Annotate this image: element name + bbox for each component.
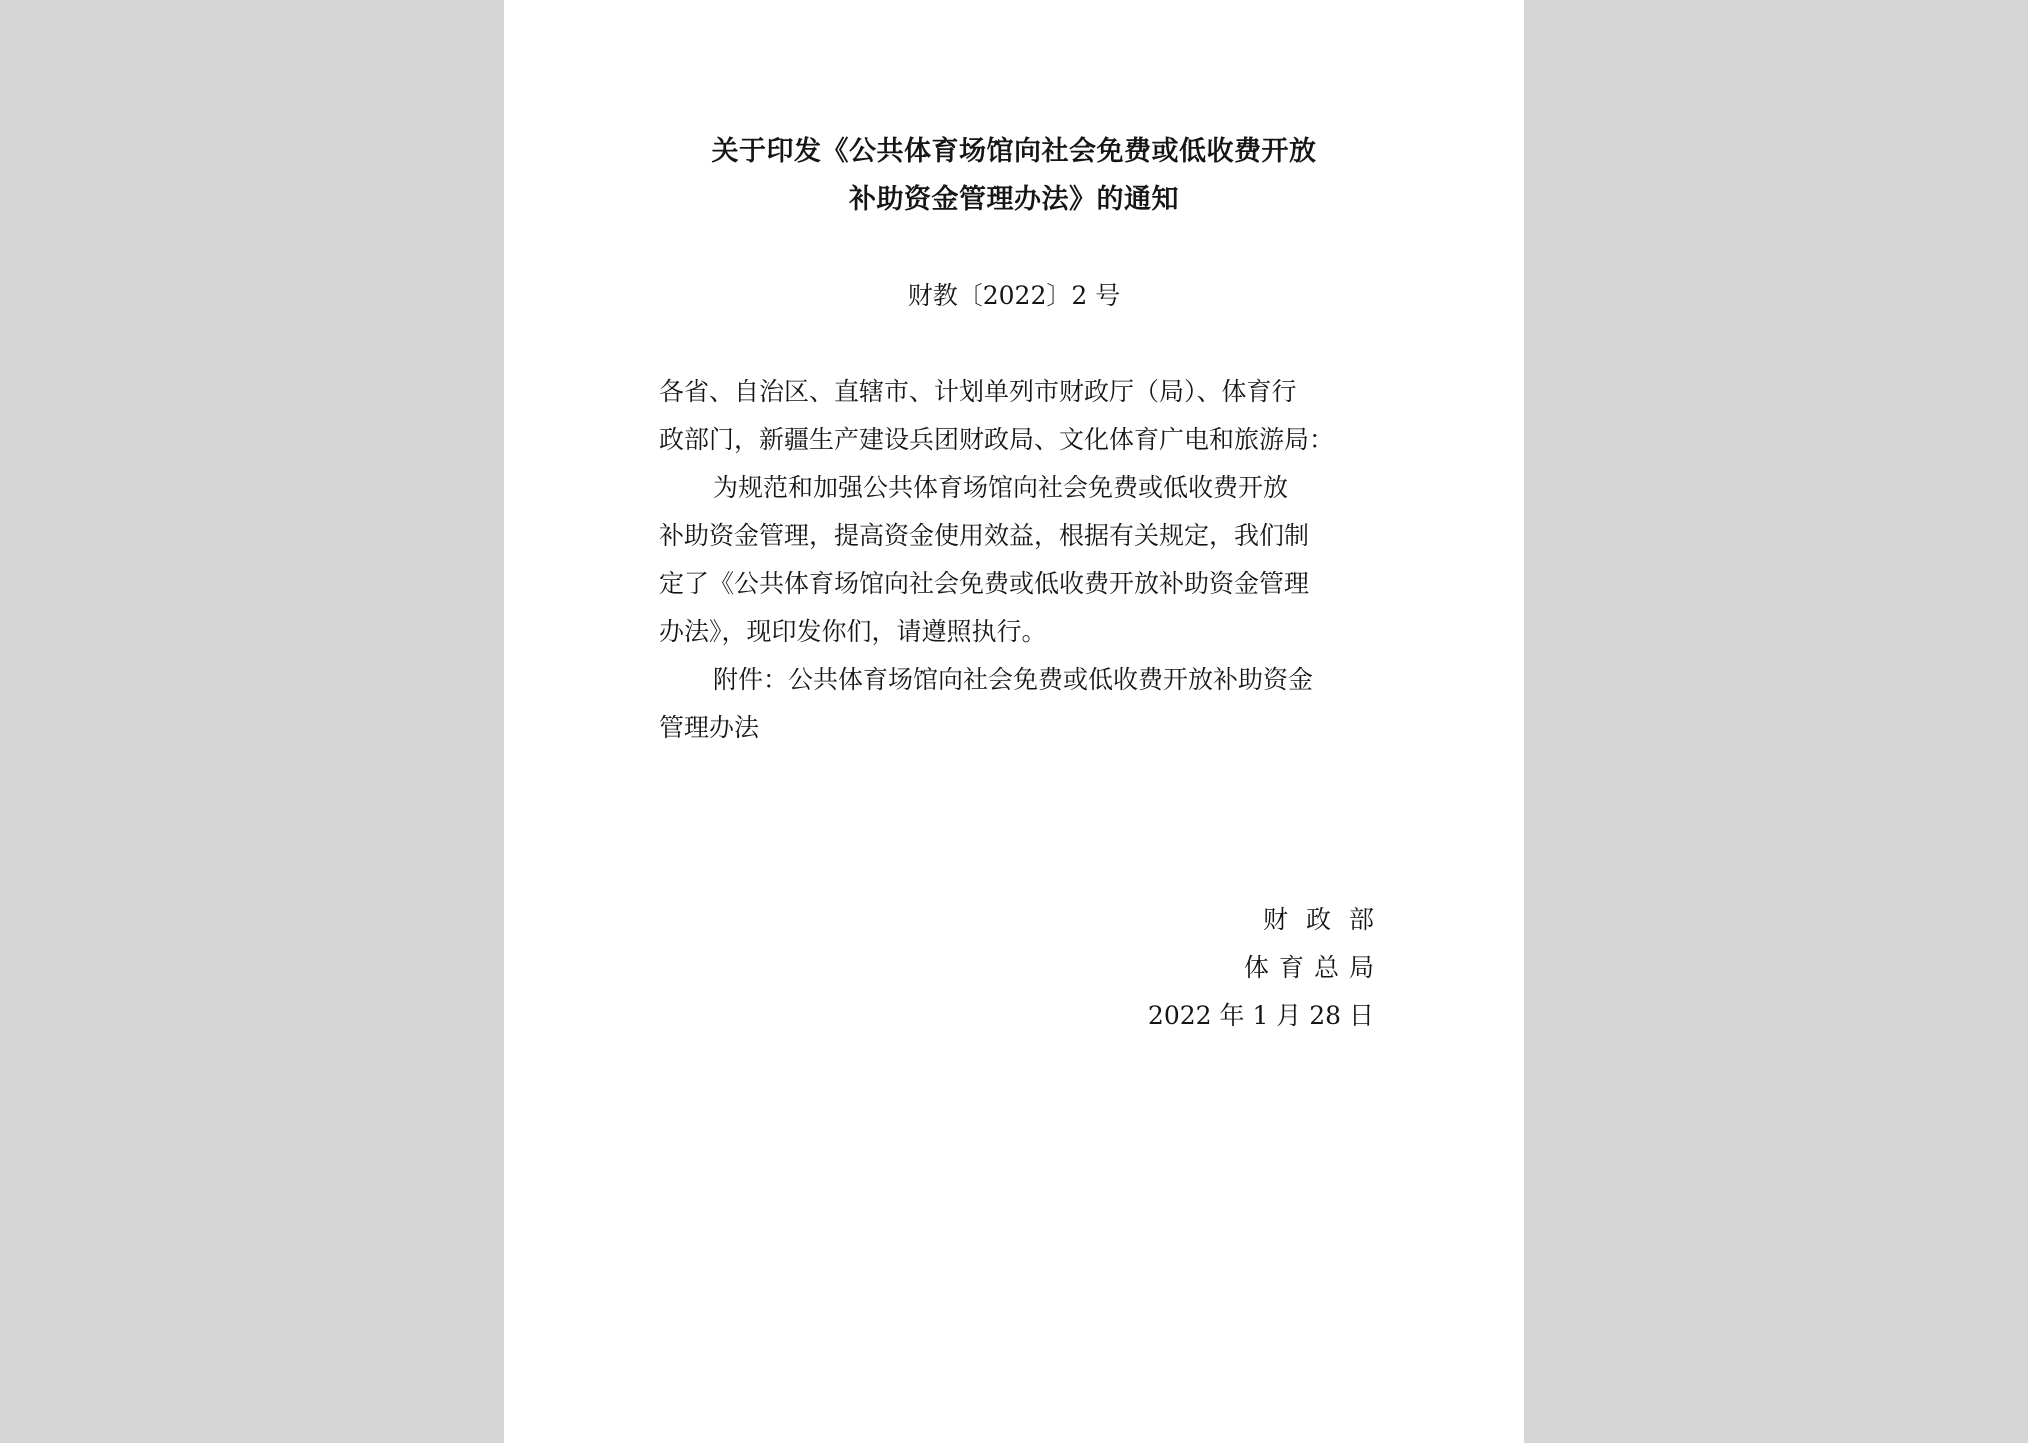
body-line-1: 为规范和加强公共体育场馆向社会免费或低收费开放 — [713, 473, 1289, 502]
addressee-line-1: 各省、自治区、直辖市、计划单列市财政厅（局）、体育行 — [659, 377, 1297, 406]
signatory-1-text: 财政部 — [1262, 905, 1392, 934]
document-title-line-2: 补助资金管理办法》的通知 — [849, 184, 1179, 215]
addressee-line-2: 政部门，新疆生产建设兵团财政局、文化体育广电和旅游局： — [659, 425, 1335, 454]
signatory-ministry-of-finance — [1262, 896, 1392, 944]
document-date: 2022 年 1 月 28 日 — [1147, 1001, 1374, 1030]
document-number: 财教〔2022〕2 号 — [907, 281, 1121, 310]
attachment-line-1: 附件：公共体育场馆向社会免费或低收费开放补助资金 — [713, 665, 1314, 694]
body-line-3: 定了《公共体育场馆向社会免费或低收费开放补助资金管理 — [659, 569, 1310, 598]
body-line-4: 办法》，现印发你们，请遵照执行。 — [659, 617, 1047, 646]
body-line-2: 补助资金管理，提高资金使用效益，根据有关规定，我们制 — [659, 521, 1310, 550]
document-page — [504, 0, 1524, 1443]
signatory-2-text: 体育总局 — [1243, 953, 1384, 982]
attachment-line-2: 管理办法 — [659, 713, 760, 742]
document-title-line-1: 关于印发《公共体育场馆向社会免费或低收费开放 — [711, 136, 1317, 167]
signatory-sport-administration — [1243, 944, 1384, 992]
